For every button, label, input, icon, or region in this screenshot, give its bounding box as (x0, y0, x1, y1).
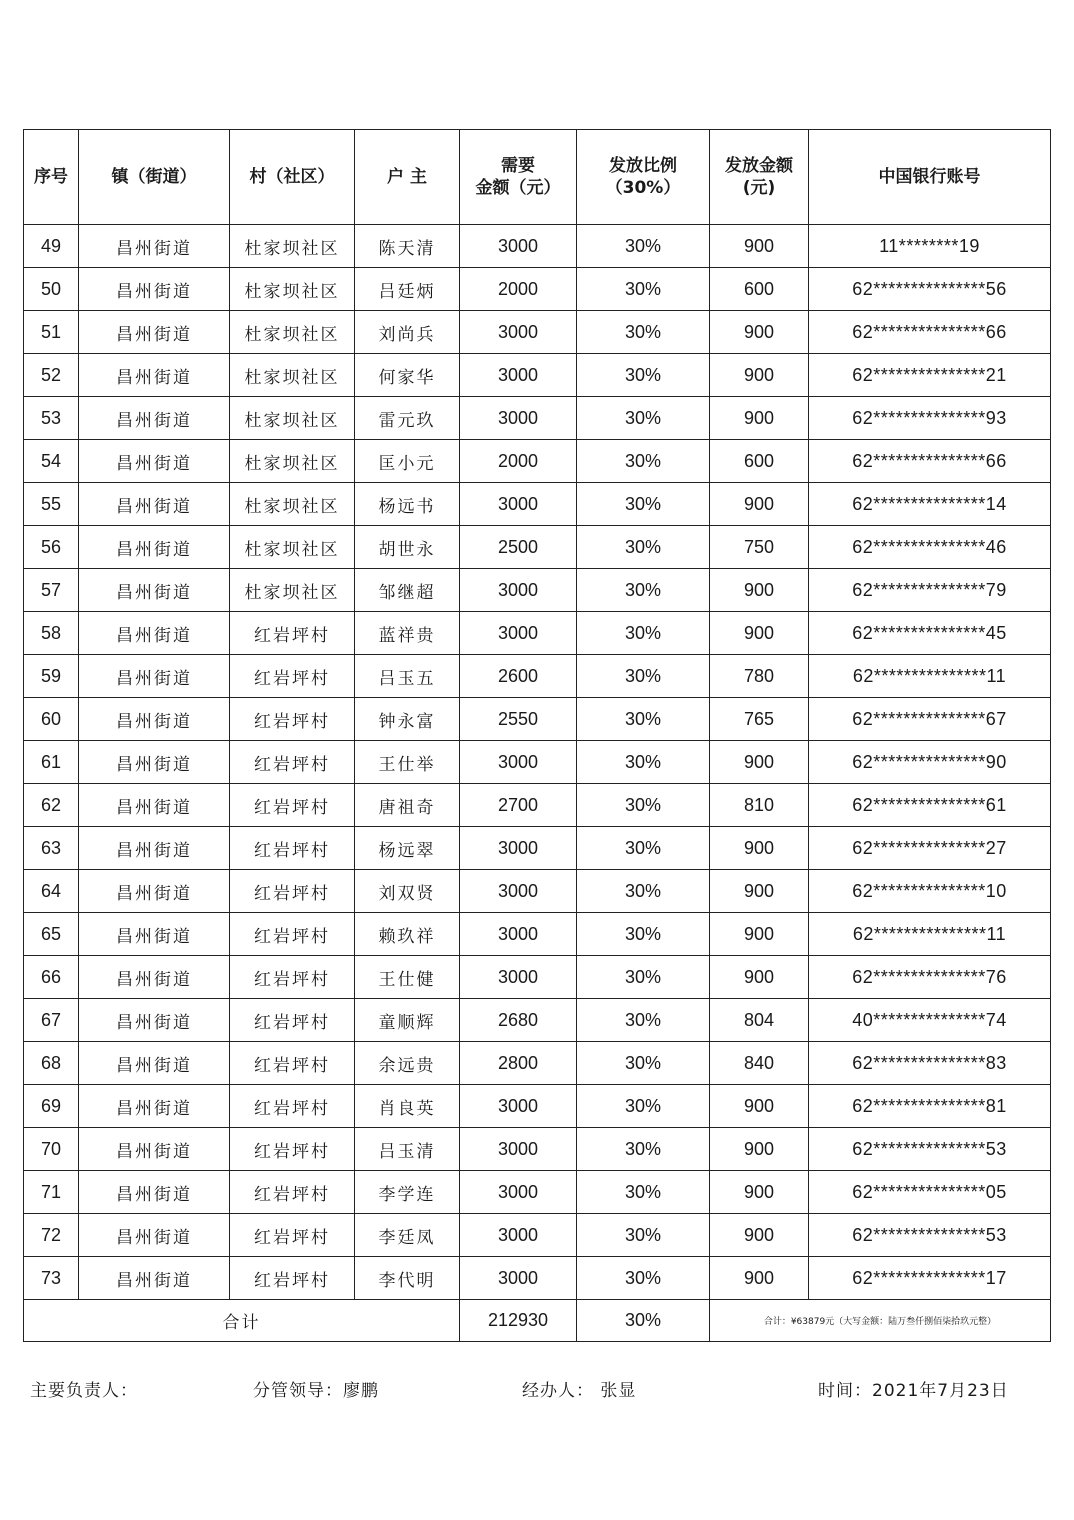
table-row (24, 526, 1051, 569)
cell-account: 62***************67 (809, 698, 1051, 741)
cell-paid-amount: 900 (710, 1085, 809, 1128)
cell-account: 62***************66 (809, 311, 1051, 354)
header-paid-line1: 发放金额 (725, 156, 793, 176)
cell-owner: 唐祖奇 (355, 784, 460, 827)
header-owner: 户 主 (355, 130, 460, 225)
cell-owner: 吕玉清 (355, 1128, 460, 1171)
cell-town: 昌州街道 (79, 1171, 230, 1214)
cell-account: 62***************11 (809, 913, 1051, 956)
cell-town: 昌州街道 (79, 870, 230, 913)
cell-town: 昌州街道 (79, 784, 230, 827)
header-ratio-line1: 发放比例 (609, 156, 677, 176)
cell-need-amount: 3000 (460, 612, 577, 655)
cell-paid-amount: 900 (710, 1257, 809, 1300)
cell-ratio: 30% (577, 1128, 710, 1171)
cell-paid-amount: 900 (710, 354, 809, 397)
cell-village: 红岩坪村 (230, 870, 355, 913)
cell-town: 昌州街道 (79, 1085, 230, 1128)
cell-paid-amount: 900 (710, 225, 809, 268)
cell-account: 62***************76 (809, 956, 1051, 999)
cell-village: 红岩坪村 (230, 956, 355, 999)
cell-ratio: 30% (577, 526, 710, 569)
table-row (24, 870, 1051, 913)
cell-ratio: 30% (577, 870, 710, 913)
cell-account: 40***************74 (809, 999, 1051, 1042)
cell-account: 62***************27 (809, 827, 1051, 870)
header-town: 镇（街道） (79, 130, 230, 225)
header-ratio-line2: （30%） (605, 178, 681, 198)
cell-paid-amount: 900 (710, 311, 809, 354)
table-row (24, 655, 1051, 698)
cell-village: 红岩坪村 (230, 784, 355, 827)
cell-owner: 陈天清 (355, 225, 460, 268)
cell-need-amount: 2680 (460, 999, 577, 1042)
cell-need-amount: 2550 (460, 698, 577, 741)
cell-paid-amount: 600 (710, 268, 809, 311)
cell-town: 昌州街道 (79, 1128, 230, 1171)
cell-owner: 何家华 (355, 354, 460, 397)
cell-town: 昌州街道 (79, 397, 230, 440)
header-need-amount (460, 130, 577, 225)
header-paid (710, 130, 809, 225)
cell-ratio: 30% (577, 1085, 710, 1128)
cell-need-amount: 3000 (460, 827, 577, 870)
table-row (24, 440, 1051, 483)
cell-need-amount: 3000 (460, 741, 577, 784)
cell-need-amount: 2700 (460, 784, 577, 827)
table-row (24, 268, 1051, 311)
table-row (24, 483, 1051, 526)
cell-paid-amount: 900 (710, 913, 809, 956)
cell-account: 62***************90 (809, 741, 1051, 784)
cell-need-amount: 3000 (460, 1085, 577, 1128)
cell-village: 杜家坝社区 (230, 354, 355, 397)
cell-need-amount: 3000 (460, 569, 577, 612)
table-row (24, 956, 1051, 999)
cell-index: 63 (24, 827, 79, 870)
cell-index: 66 (24, 956, 79, 999)
table-row (24, 311, 1051, 354)
cell-paid-amount: 900 (710, 1171, 809, 1214)
cell-village: 杜家坝社区 (230, 483, 355, 526)
cell-town: 昌州街道 (79, 354, 230, 397)
cell-account: 62***************79 (809, 569, 1051, 612)
cell-index: 60 (24, 698, 79, 741)
signature-footer (0, 1376, 1074, 1402)
cell-village: 红岩坪村 (230, 1257, 355, 1300)
cell-index: 49 (24, 225, 79, 268)
cell-village: 红岩坪村 (230, 1085, 355, 1128)
cell-paid-amount: 900 (710, 870, 809, 913)
table-row (24, 354, 1051, 397)
cell-owner: 李代明 (355, 1257, 460, 1300)
table-row (24, 784, 1051, 827)
cell-owner: 钟永富 (355, 698, 460, 741)
cell-town: 昌州街道 (79, 483, 230, 526)
cell-paid-amount: 900 (710, 956, 809, 999)
cell-ratio: 30% (577, 311, 710, 354)
cell-need-amount: 3000 (460, 913, 577, 956)
cell-account: 62***************17 (809, 1257, 1051, 1300)
header-row (24, 130, 1051, 225)
table-row (24, 225, 1051, 268)
cell-ratio: 30% (577, 1214, 710, 1257)
cell-village: 杜家坝社区 (230, 440, 355, 483)
cell-village: 红岩坪村 (230, 999, 355, 1042)
cell-need-amount: 2500 (460, 526, 577, 569)
cell-owner: 杨远书 (355, 483, 460, 526)
cell-need-amount: 2000 (460, 440, 577, 483)
cell-index: 68 (24, 1042, 79, 1085)
cell-town: 昌州街道 (79, 311, 230, 354)
cell-owner: 刘尚兵 (355, 311, 460, 354)
cell-index: 52 (24, 354, 79, 397)
cell-town: 昌州街道 (79, 569, 230, 612)
cell-index: 73 (24, 1257, 79, 1300)
disbursement-table (23, 129, 1051, 1342)
header-village: 村（社区） (230, 130, 355, 225)
cell-index: 55 (24, 483, 79, 526)
header-need-amount-line1: 需要 (501, 156, 535, 176)
cell-ratio: 30% (577, 612, 710, 655)
cell-owner: 余远贵 (355, 1042, 460, 1085)
cell-paid-amount: 900 (710, 483, 809, 526)
cell-paid-amount: 900 (710, 741, 809, 784)
cell-village: 杜家坝社区 (230, 526, 355, 569)
cell-ratio: 30% (577, 1171, 710, 1214)
cell-account: 62***************10 (809, 870, 1051, 913)
cell-owner: 李学连 (355, 1171, 460, 1214)
cell-need-amount: 3000 (460, 870, 577, 913)
table-row (24, 1257, 1051, 1300)
cell-index: 57 (24, 569, 79, 612)
cell-village: 红岩坪村 (230, 698, 355, 741)
handler-label: 经办人： 张显 (522, 1381, 637, 1401)
cell-ratio: 30% (577, 956, 710, 999)
cell-owner: 匡小元 (355, 440, 460, 483)
table-row (24, 1171, 1051, 1214)
cell-town: 昌州街道 (79, 741, 230, 784)
header-paid-line2: (元) (742, 178, 776, 198)
cell-owner: 肖良英 (355, 1085, 460, 1128)
cell-owner: 邹继超 (355, 569, 460, 612)
cell-town: 昌州街道 (79, 698, 230, 741)
cell-index: 59 (24, 655, 79, 698)
cell-town: 昌州街道 (79, 827, 230, 870)
cell-village: 杜家坝社区 (230, 397, 355, 440)
table-row (24, 913, 1051, 956)
cell-owner: 李廷凤 (355, 1214, 460, 1257)
cell-ratio: 30% (577, 827, 710, 870)
header-need-amount-line2: 金额（元） (475, 178, 561, 198)
cell-index: 71 (24, 1171, 79, 1214)
cell-owner: 刘双贤 (355, 870, 460, 913)
cell-need-amount: 2000 (460, 268, 577, 311)
cell-index: 62 (24, 784, 79, 827)
cell-account: 62***************46 (809, 526, 1051, 569)
cell-owner: 王仕举 (355, 741, 460, 784)
cell-owner: 雷元玖 (355, 397, 460, 440)
total-need: 212930 (460, 1300, 577, 1342)
cell-need-amount: 3000 (460, 311, 577, 354)
table-row (24, 1128, 1051, 1171)
cell-index: 67 (24, 999, 79, 1042)
cell-account: 62***************53 (809, 1128, 1051, 1171)
cell-index: 58 (24, 612, 79, 655)
cell-paid-amount: 750 (710, 526, 809, 569)
cell-village: 红岩坪村 (230, 612, 355, 655)
table-row (24, 1214, 1051, 1257)
cell-index: 64 (24, 870, 79, 913)
cell-ratio: 30% (577, 569, 710, 612)
cell-village: 红岩坪村 (230, 1171, 355, 1214)
cell-index: 70 (24, 1128, 79, 1171)
total-label: 合计 (24, 1300, 460, 1342)
cell-paid-amount: 900 (710, 569, 809, 612)
cell-village: 红岩坪村 (230, 913, 355, 956)
cell-account: 62***************45 (809, 612, 1051, 655)
cell-town: 昌州街道 (79, 225, 230, 268)
cell-need-amount: 3000 (460, 397, 577, 440)
cell-ratio: 30% (577, 354, 710, 397)
cell-account: 62***************61 (809, 784, 1051, 827)
cell-need-amount: 3000 (460, 225, 577, 268)
cell-account: 62***************56 (809, 268, 1051, 311)
leader-label: 分管领导：廖鹏 (253, 1381, 379, 1401)
cell-paid-amount: 840 (710, 1042, 809, 1085)
cell-ratio: 30% (577, 999, 710, 1042)
cell-paid-amount: 780 (710, 655, 809, 698)
table-row (24, 741, 1051, 784)
cell-index: 51 (24, 311, 79, 354)
date-label: 时间：2021年7月23日 (818, 1381, 1009, 1401)
table-row (24, 569, 1051, 612)
cell-need-amount: 3000 (460, 483, 577, 526)
cell-ratio: 30% (577, 268, 710, 311)
cell-paid-amount: 900 (710, 1128, 809, 1171)
cell-account: 11********19 (809, 225, 1051, 268)
cell-account: 62***************21 (809, 354, 1051, 397)
cell-index: 50 (24, 268, 79, 311)
cell-town: 昌州街道 (79, 1214, 230, 1257)
cell-account: 62***************11 (809, 655, 1051, 698)
cell-need-amount: 2600 (460, 655, 577, 698)
header-account: 中国银行账号 (809, 130, 1051, 225)
cell-village: 红岩坪村 (230, 1128, 355, 1171)
cell-owner: 吕廷炳 (355, 268, 460, 311)
cell-town: 昌州街道 (79, 526, 230, 569)
cell-ratio: 30% (577, 1042, 710, 1085)
cell-village: 杜家坝社区 (230, 569, 355, 612)
cell-owner: 童顺辉 (355, 999, 460, 1042)
cell-town: 昌州街道 (79, 913, 230, 956)
cell-town: 昌州街道 (79, 1257, 230, 1300)
cell-town: 昌州街道 (79, 956, 230, 999)
cell-ratio: 30% (577, 741, 710, 784)
table-row (24, 827, 1051, 870)
cell-town: 昌州街道 (79, 440, 230, 483)
cell-need-amount: 3000 (460, 354, 577, 397)
cell-account: 62***************53 (809, 1214, 1051, 1257)
cell-town: 昌州街道 (79, 612, 230, 655)
cell-owner: 王仕健 (355, 956, 460, 999)
cell-town: 昌州街道 (79, 1042, 230, 1085)
cell-account: 62***************83 (809, 1042, 1051, 1085)
total-row (24, 1300, 1051, 1342)
total-note: 合计：¥63879元（大写金额：陆万叁仟捌佰柒拾玖元整） (710, 1300, 1051, 1342)
cell-paid-amount: 900 (710, 612, 809, 655)
cell-ratio: 30% (577, 483, 710, 526)
cell-paid-amount: 600 (710, 440, 809, 483)
cell-owner: 蓝祥贵 (355, 612, 460, 655)
cell-ratio: 30% (577, 698, 710, 741)
cell-village: 红岩坪村 (230, 827, 355, 870)
main-person-label: 主要负责人： (30, 1381, 138, 1401)
table-row (24, 397, 1051, 440)
cell-need-amount: 3000 (460, 1214, 577, 1257)
cell-owner: 吕玉五 (355, 655, 460, 698)
cell-town: 昌州街道 (79, 999, 230, 1042)
cell-town: 昌州街道 (79, 268, 230, 311)
cell-paid-amount: 765 (710, 698, 809, 741)
table-row (24, 612, 1051, 655)
cell-ratio: 30% (577, 913, 710, 956)
cell-paid-amount: 900 (710, 827, 809, 870)
cell-index: 56 (24, 526, 79, 569)
header-index: 序号 (24, 130, 79, 225)
cell-village: 红岩坪村 (230, 655, 355, 698)
cell-account: 62***************66 (809, 440, 1051, 483)
cell-paid-amount: 810 (710, 784, 809, 827)
cell-ratio: 30% (577, 225, 710, 268)
cell-ratio: 30% (577, 397, 710, 440)
cell-index: 72 (24, 1214, 79, 1257)
cell-ratio: 30% (577, 784, 710, 827)
table-row (24, 698, 1051, 741)
table-row (24, 1042, 1051, 1085)
cell-ratio: 30% (577, 1257, 710, 1300)
table-row (24, 999, 1051, 1042)
cell-account: 62***************14 (809, 483, 1051, 526)
cell-owner: 胡世永 (355, 526, 460, 569)
cell-need-amount: 3000 (460, 1171, 577, 1214)
cell-index: 54 (24, 440, 79, 483)
cell-need-amount: 2800 (460, 1042, 577, 1085)
cell-need-amount: 3000 (460, 1257, 577, 1300)
cell-index: 69 (24, 1085, 79, 1128)
cell-owner: 赖玖祥 (355, 913, 460, 956)
cell-village: 红岩坪村 (230, 741, 355, 784)
cell-town: 昌州街道 (79, 655, 230, 698)
cell-village: 红岩坪村 (230, 1214, 355, 1257)
cell-paid-amount: 900 (710, 397, 809, 440)
cell-index: 65 (24, 913, 79, 956)
cell-village: 杜家坝社区 (230, 311, 355, 354)
cell-need-amount: 3000 (460, 956, 577, 999)
table-body (24, 225, 1051, 1300)
cell-village: 红岩坪村 (230, 1042, 355, 1085)
cell-account: 62***************05 (809, 1171, 1051, 1214)
cell-village: 杜家坝社区 (230, 225, 355, 268)
cell-paid-amount: 900 (710, 1214, 809, 1257)
table-row (24, 1085, 1051, 1128)
cell-account: 62***************81 (809, 1085, 1051, 1128)
cell-paid-amount: 804 (710, 999, 809, 1042)
cell-index: 61 (24, 741, 79, 784)
cell-index: 53 (24, 397, 79, 440)
cell-ratio: 30% (577, 440, 710, 483)
header-ratio (577, 130, 710, 225)
cell-need-amount: 3000 (460, 1128, 577, 1171)
cell-account: 62***************93 (809, 397, 1051, 440)
cell-village: 杜家坝社区 (230, 268, 355, 311)
cell-owner: 杨远翠 (355, 827, 460, 870)
total-ratio: 30% (577, 1300, 710, 1342)
cell-ratio: 30% (577, 655, 710, 698)
